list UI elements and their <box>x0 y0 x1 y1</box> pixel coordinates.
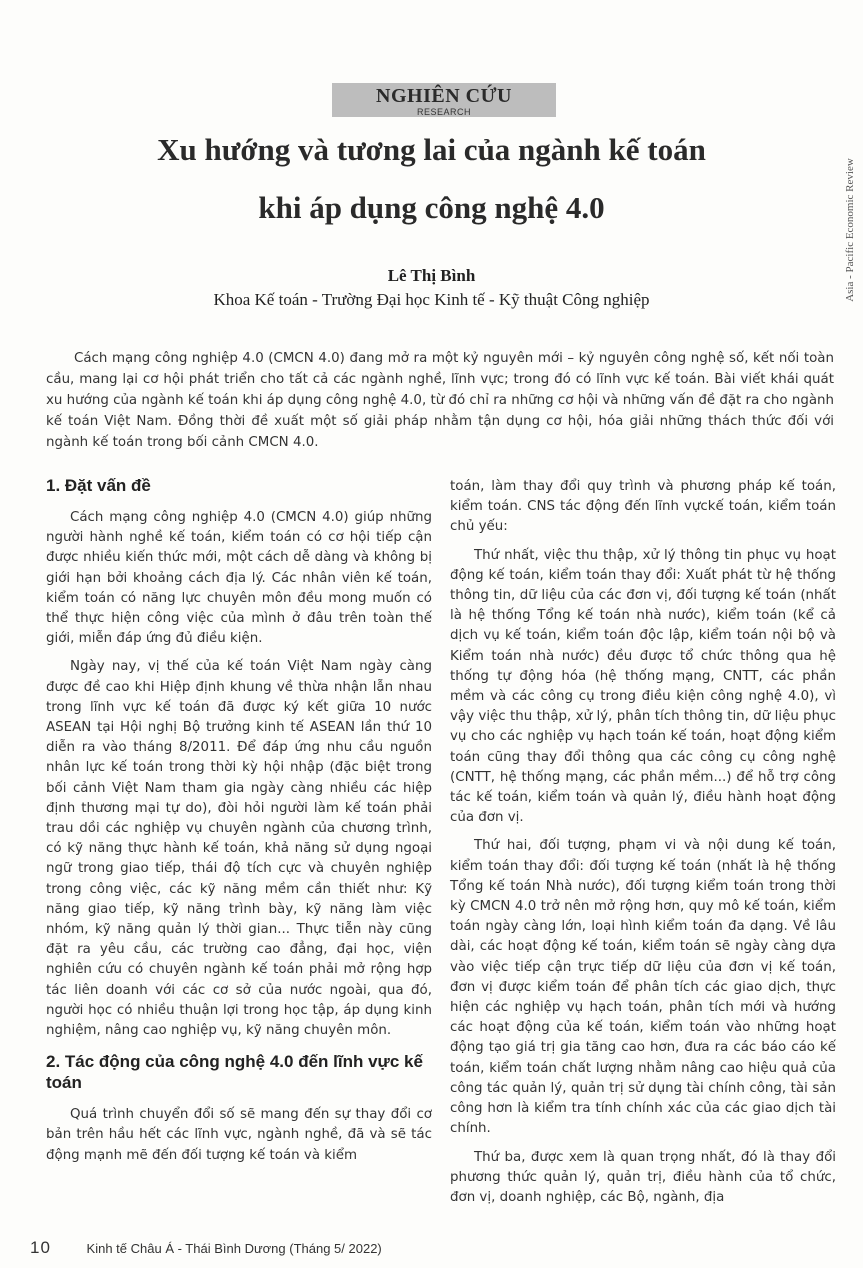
abstract: Cách mạng công nghiệp 4.0 (CMCN 4.0) đang mở ra một kỷ nguyên mới – kỷ nguyên công nghệ số, kết nối toàn cầu, mang lại cơ hội phát triển cho tất cả các ngành nghề, lĩnh vực; trong đó có lĩnh vực kế toán. Bài viết khái quát xu hướng của ngành kế toán khi áp dụng công nghệ 4.0, từ đó chỉ ra những cơ hội và những vấn đề đặt ra cho ngành kế toán Việt Nam. Đồng thời đề xuất một số giải pháp nhằm tận dụng cơ hội, hóa giải những thách thức đối với ngành kế toán trong bối cảnh CMCN 4.0. <box>46 351 834 450</box>
paragraph: Ngày nay, vị thế của kế toán Việt Nam ngày càng được đề cao khi Hiệp định khung về thừa nhận lẫn nhau trong lĩnh vực kế toán đã được ký kết giữa 10 nước ASEAN tại Hội nghị Bộ trưởng kinh tế ASEAN lần thứ 10 diễn ra vào tháng 8/2011. Để đáp ứng nhu cầu nguồn nhân lực kế toán trong thời kỳ hội nhập (đặc biệt trong bối cảnh Việt Nam tham gia ngày càng nhiều các hiệp định thương mại tự do), đòi hỏi người làm kế toán phải trau dồi các nghiệp vụ chuyên ngành của chương trình, có kỹ năng thực hành kế toán, khả năng sử dụng ngoại ngữ trong giao tiếp, thái độ tích cực và chuyên nghiệp trong công việc, các kỹ năng mềm cần thiết như: Kỹ năng giao tiếp, kỹ năng trình bày, kỹ năng làm việc nhóm, kỹ năng quản lý thời gian... Thực tiễn này cũng đặt ra yêu cầu, các trường cao đẳng, đại học, viện nghiên cứu có chuyên ngành kế toán phải mở rộng hợp tác liên doanh với các cơ sở của nước ngoài, qua đó, người học có nhiều thuận lợi trong học tập, áp dụng kinh nghiệm, nâng cao nghiệp vụ, kỹ năng chuyên môn. <box>46 659 432 1039</box>
heading-section-2: 2. Tác động của công nghệ 4.0 đến lĩnh vực kế toán <box>46 1052 423 1093</box>
author-affiliation: Khoa Kế toán - Trường Đại học Kinh tế - Kỹ thuật Công nghiệp <box>213 290 650 309</box>
paragraph: Cách mạng công nghiệp 4.0 (CMCN 4.0) giúp những người hành nghề kế toán, kiểm toán có cơ hội tiếp cận được nhiều kiến thức mới, một cách dễ dàng và không bị giới hạn bởi khoảng cách địa lý. Các nhân viên kế toán, kiểm toán có năng lực chuyên môn đều mong muốn có thể thực hiện công việc của mình ở đâu trên toàn thế giới, miễn đáp ứng đủ điều kiện. <box>46 510 432 647</box>
article-title-line2: khi áp dụng công nghệ 4.0 <box>258 190 605 225</box>
author-name: Lê Thị Bình <box>387 266 476 285</box>
journal-side-label-text: Asia - Pacific Economic Review <box>844 158 856 302</box>
section-label: NGHIÊN CỨU <box>376 85 512 107</box>
article-title-line1: Xu hướng và tương lai của ngành kế toán <box>157 132 706 167</box>
section-banner <box>332 83 556 117</box>
right-column <box>450 477 836 1216</box>
page-number: 10 <box>30 1238 51 1257</box>
paragraph: toán, làm thay đổi quy trình và phương pháp kế toán, kiểm toán. CNS tác động đến lĩnh vựckế toán, kiểm toán chủ yếu: <box>450 479 836 535</box>
paragraph: Quá trình chuyển đổi số sẽ mang đến sự thay đổi cơ bản trên hầu hết các lĩnh vực, ngành nghề, đã và sẽ tác động mạnh mẽ đến đối tượng kế toán và kiểm <box>46 1107 432 1163</box>
section-label-english: RESEARCH <box>416 107 471 117</box>
paragraph: Thứ nhất, việc thu thập, xử lý thông tin phục vụ hoạt động kế toán, kiểm toán thay đổi: Xuất phát từ hệ thống thông tin, dữ liệu của các đơn vị, đối tượng kế toán (nhất là hệ thống Tổng kế toán nhà nước), kiểm toán (kể cả dịch vụ kế toán, kiểm toán độc lập, kiểm toán nội bộ và Kiểm toán nhà nước) đều được tổ chức thông qua hệ thống tự động hóa (hệ thống mạng, CNTT, các phần mềm và các công cụ trong điều kiện công nghệ 4.0), vì vậy việc thu thập, xử lý, phân tích thông tin, dữ liệu phục vụ cho các nghiệp vụ hạch toán kế toán, hoạt động kiểm toán cũng thay đổi thông qua các công cụ công nghệ (CNTT, hệ thống mạng, các phần mềm...) để hỗ trợ công tác kế toán, kiểm toán và quản lý, điều hành hoạt động của đơn vị. <box>450 547 836 826</box>
paragraph: Thứ hai, đối tượng, phạm vi và nội dung kế toán, kiểm toán thay đổi: đối tượng kế toán (nhất là hệ thống Tổng kế toán Nhà nước), đối tượng kiểm toán trong thời kỳ CMCN 4.0 trở nên mở rộng hơn, quy mô kế toán, kiểm toán ngày càng lớn, loại hình kiểm toán đa dạng. Về lâu dài, các hoạt động kế toán, kiểm toán sẽ ngày càng dựa vào việc tiếp cận trực tiếp dữ liệu của đơn vị kế toán, đơn vị được kiểm toán để phân tích các giao dịch, thực hiện các nghiệp vụ hạch toán, phân tích mới và hướng các hoạt động của kế toán, kiểm toán vào những hoạt động tạo giá trị gia tăng cao hơn, đưa ra các báo cáo kế toán, kiểm toán chất lượng nhằm nâng cao hiệu quả của công tác quản lý, quản trị sử dụng tài chính công, tài sản công hơn là kiểm tra tính chính xác của các giao dịch tài chính. <box>450 838 836 1137</box>
journal-issue: Kinh tế Châu Á - Thái Bình Dương (Tháng 5/ 2022) <box>86 1241 382 1256</box>
page-footer <box>30 1238 382 1258</box>
paragraph: Thứ ba, được xem là quan trọng nhất, đó là thay đổi phương thức quản lý, quản trị, điều hành của tổ chức, đơn vị, doanh nghiệp, các Bộ, ngành, địa <box>450 1149 836 1205</box>
left-column <box>46 475 432 1174</box>
heading-section-1: 1. Đặt vấn đề <box>46 476 151 495</box>
